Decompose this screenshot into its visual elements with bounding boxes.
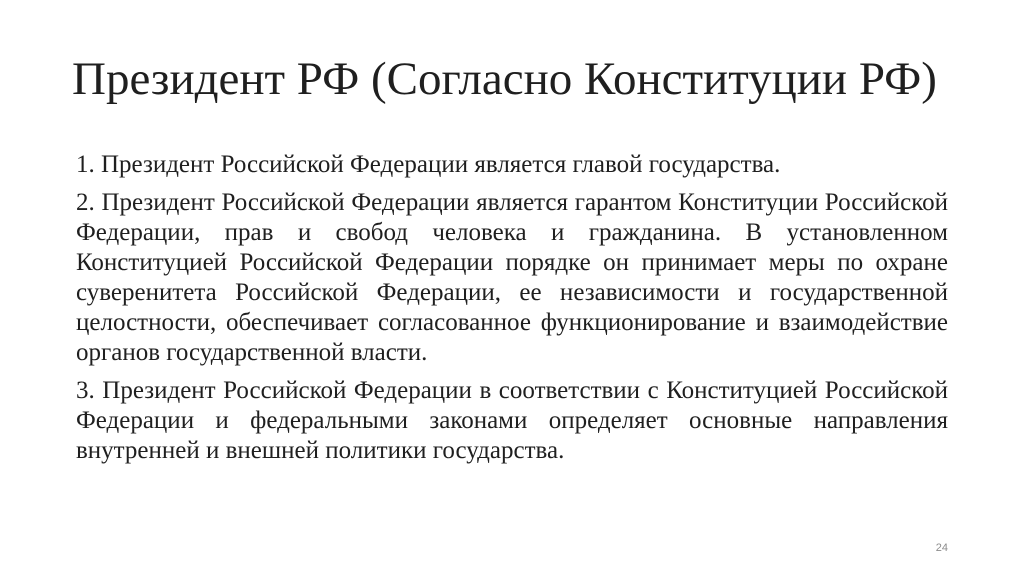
slide-title: Президент РФ (Согласно Конституции РФ): [72, 53, 937, 105]
paragraph-3: 3. Президент Российской Федерации в соответствии с Конституцией Российской Федерации и федеральными законами определяет основные направления внутренней и внешней политики государства.: [76, 377, 948, 464]
slide-body: [76, 150, 948, 474]
paragraph-1: 1. Президент Российской Федерации является главой государства.: [76, 151, 781, 178]
paragraph-2: 2. Президент Российской Федерации является гарантом Конституции Российской Федерации, прав и свобод человека и гражданина. В установленном Конституцией Российской Федерации порядке он принимает меры по охране суверенитета Российской Федерации, ее независимости и государственной целостности, обеспечивает согласованное функционирование и взаимодействие органов государственной власти.: [76, 189, 948, 366]
page-number: 24: [935, 542, 948, 554]
